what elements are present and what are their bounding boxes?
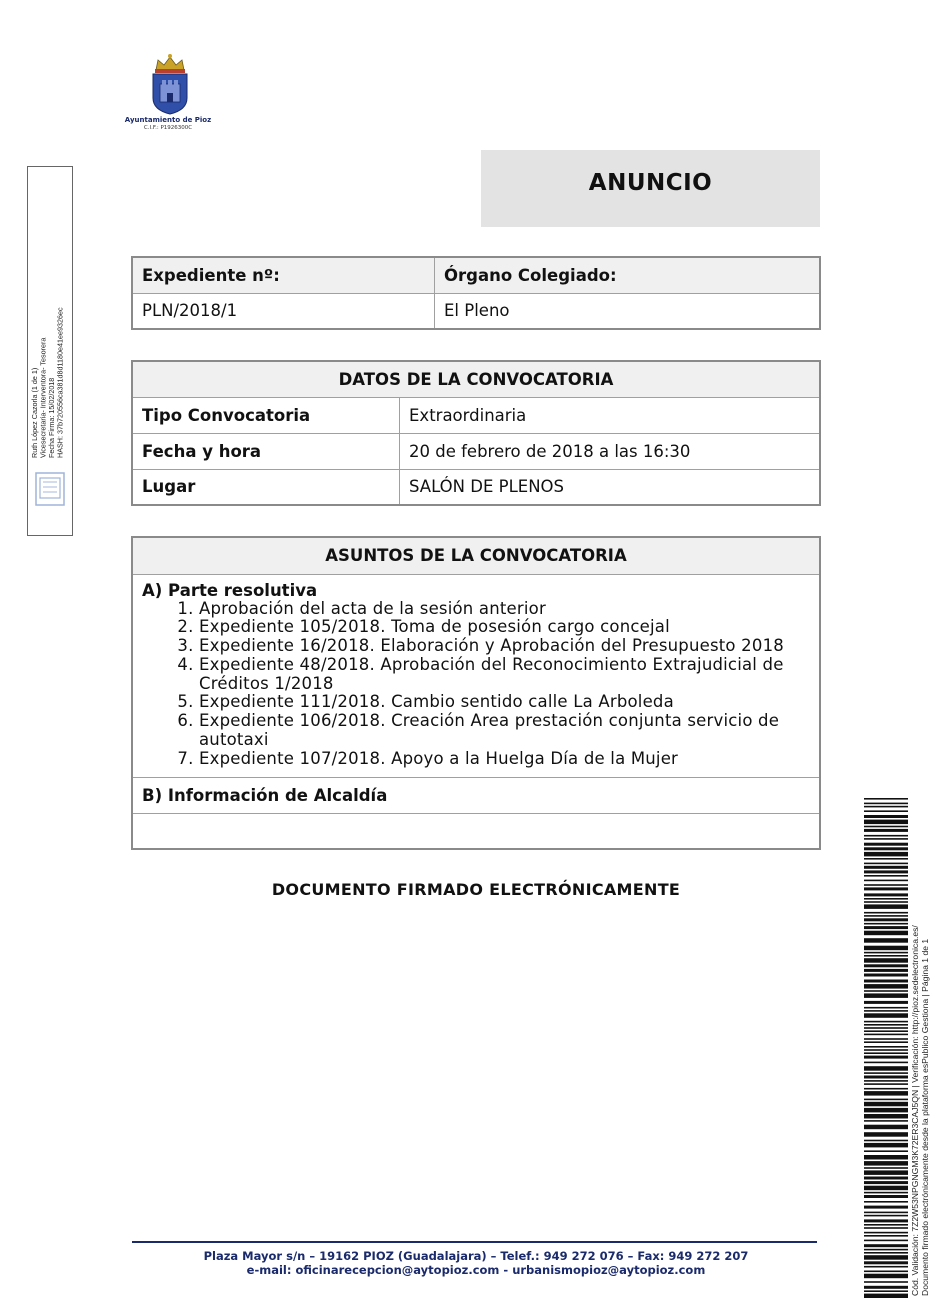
barcode-bar xyxy=(864,1083,908,1085)
barcode-bar xyxy=(864,1143,908,1148)
datos-label: Lugar xyxy=(132,469,400,505)
barcode-bar xyxy=(864,815,908,818)
barcode-bar xyxy=(864,1034,908,1036)
barcode-bar xyxy=(864,1080,908,1082)
barcode-bar xyxy=(864,926,908,929)
barcode-bar xyxy=(864,880,908,882)
barcode-bar xyxy=(864,893,908,896)
barcode-bar xyxy=(864,1010,908,1012)
barcode-bar xyxy=(864,1091,908,1096)
verification-line: Documento firmado electrónicamente desde la plataforma esPublico Gestiona | Página 1 de 1 xyxy=(920,938,930,1296)
logo-name: Ayuntamiento de Pioz xyxy=(124,116,212,124)
barcode-bar xyxy=(864,826,908,828)
barcode-bar xyxy=(864,1261,908,1264)
signature-text xyxy=(30,168,70,460)
barcode-bar xyxy=(864,806,908,808)
barcode-bar xyxy=(864,820,908,825)
barcode-bar xyxy=(864,1066,908,1071)
barcode-bar xyxy=(864,912,908,914)
signature-line: HASH: 37b720556ca381d8d1180e41ee9326ec xyxy=(55,307,65,458)
footer-email: e-mail: oficinarecepcion@aytopioz.com - urbanismopioz@aytopioz.com xyxy=(246,1263,706,1277)
barcode-bar xyxy=(864,1224,908,1226)
barcode-bar xyxy=(864,863,908,865)
barcode-bar xyxy=(864,898,908,900)
section-a-title: A) Parte resolutiva xyxy=(142,580,318,600)
barcode-bar xyxy=(864,1150,908,1152)
barcode-bar xyxy=(864,1072,908,1074)
barcode-bar xyxy=(864,1024,908,1026)
expediente-value: PLN/2018/1 xyxy=(132,293,435,329)
barcode-bar xyxy=(864,1201,908,1203)
barcode-bar xyxy=(864,923,908,925)
barcode-bar xyxy=(864,931,908,936)
barcode-bar xyxy=(864,1240,908,1242)
barcode-bar xyxy=(864,875,908,877)
barcode-bar xyxy=(864,1249,908,1251)
barcode-bar xyxy=(864,798,908,800)
barcode-bar xyxy=(864,1195,908,1198)
signed-note: DOCUMENTO FIRMADO ELECTRÓNICAMENTE xyxy=(271,880,681,899)
organo-value: El Pleno xyxy=(435,293,821,329)
verification-text xyxy=(908,880,933,1300)
barcode-bar xyxy=(864,843,908,846)
barcode-bar xyxy=(864,955,908,957)
barcode-bar xyxy=(864,1271,908,1273)
list-item: 7. Expediente 107/2018. Apoyo a la Huelga Día de la Mujer xyxy=(199,750,810,769)
barcode-bar xyxy=(864,1290,908,1292)
barcode-bar xyxy=(864,1161,908,1166)
barcode-bar xyxy=(864,993,908,998)
barcode-bar xyxy=(864,946,908,951)
empty-row xyxy=(132,813,820,849)
barcode-bar xyxy=(864,1232,908,1234)
signature-line: Vicesecretaria- Interventora- Tesorera xyxy=(38,337,48,458)
barcode-bar xyxy=(864,1244,908,1247)
barcode-bar xyxy=(864,1021,908,1023)
barcode-bar xyxy=(864,1235,908,1237)
barcode-bar xyxy=(864,969,908,972)
barcode-bar xyxy=(864,1108,908,1113)
section-b-title: B) Información de Alcaldía xyxy=(132,777,820,813)
asuntos-list xyxy=(142,600,810,769)
list-item: 3. Expediente 16/2018. Elaboración y Aprobación del Presupuesto 2018 xyxy=(199,637,810,656)
barcode-bar xyxy=(864,1125,908,1130)
verification-line: Cód. Validación: 7Z2W53NPGNGM3K72ER3CAJ5QN | Verificación: http://pioz.sedelectronica.es/ xyxy=(910,925,920,1296)
list-item: 4. Expediente 48/2018. Aprobación del Reconocimiento Extrajudicial de Créditos 1/2018 xyxy=(199,656,810,694)
barcode-bar xyxy=(864,1052,908,1054)
barcode-bar xyxy=(864,1206,908,1209)
barcode-bar xyxy=(864,901,908,903)
barcode-bar xyxy=(864,938,908,943)
list-item: 6. Expediente 106/2018. Creación Area prestación conjunta servicio de autotaxi xyxy=(199,712,810,750)
barcode-bar xyxy=(864,904,908,909)
expediente-table xyxy=(131,256,821,330)
signature-line: Ruth López Cazorla (1 de 1) xyxy=(30,367,39,458)
barcode-bar xyxy=(864,1286,908,1289)
barcode-bar xyxy=(864,1041,908,1043)
datos-label: Fecha y hora xyxy=(132,433,400,469)
barcode-bar xyxy=(864,1212,908,1214)
barcode-bar xyxy=(864,1192,908,1194)
barcode-bar xyxy=(864,1049,908,1051)
barcode-bar xyxy=(864,884,908,886)
asuntos-title: ASUNTOS DE LA CONVOCATORIA xyxy=(132,537,820,574)
barcode-bar xyxy=(864,1007,908,1009)
barcode-bar xyxy=(864,1215,908,1217)
barcode-bar xyxy=(864,958,908,963)
barcode-bar xyxy=(864,1155,908,1160)
coat-of-arms-logo xyxy=(140,50,200,120)
expediente-label: Expediente nº: xyxy=(132,257,435,293)
barcode-bar xyxy=(864,887,908,890)
datos-value: 20 de febrero de 2018 a las 16:30 xyxy=(400,433,821,469)
list-item: 2. Expediente 105/2018. Toma de posesión cargo concejal xyxy=(199,618,810,637)
barcode-bar xyxy=(864,1001,908,1004)
barcode-bar xyxy=(864,847,908,850)
barcode-bar xyxy=(864,1252,908,1254)
footer-address: Plaza Mayor s/n – 19162 PIOZ (Guadalajara) – Telef.: 949 272 076 – Fax: 949 272 207 xyxy=(203,1249,749,1263)
barcode-bar xyxy=(864,1167,908,1169)
barcode-bar xyxy=(864,1030,908,1032)
barcode-bar xyxy=(864,1038,908,1040)
barcode-bar xyxy=(864,1027,908,1029)
barcode-bar xyxy=(864,980,908,983)
barcode-bar xyxy=(864,1177,908,1180)
barcode-bar xyxy=(864,870,908,873)
barcode-bar xyxy=(864,829,908,832)
asuntos-table xyxy=(131,536,821,850)
list-item: 1. Aprobación del acta de la sesión anterior xyxy=(199,600,810,619)
barcode-bar xyxy=(864,918,908,921)
barcode-bar xyxy=(864,1266,908,1268)
barcode-bar xyxy=(864,1099,908,1101)
barcode-bar xyxy=(864,1088,908,1090)
datos-value: Extraordinaria xyxy=(400,397,821,433)
barcode-bar xyxy=(864,1076,908,1079)
asuntos-section-a xyxy=(132,574,820,777)
barcode-bar xyxy=(864,1294,908,1298)
barcode-bar xyxy=(864,1274,908,1279)
barcode-bar xyxy=(864,1219,908,1222)
barcode-bar xyxy=(864,952,908,954)
barcode-bar xyxy=(864,1132,908,1137)
barcode-bar xyxy=(864,984,908,989)
barcode-icon xyxy=(864,798,908,1298)
barcode-bar xyxy=(864,1281,908,1283)
barcode-bar xyxy=(864,1181,908,1184)
datos-title: DATOS DE LA CONVOCATORIA xyxy=(132,361,820,397)
barcode-bar xyxy=(864,1227,908,1229)
barcode-bar xyxy=(864,1140,908,1142)
signature-line: Fecha Firma: 15/02/2018 xyxy=(47,377,56,458)
barcode-bar xyxy=(864,810,908,812)
barcode-bar xyxy=(864,1170,908,1175)
datos-value: SALÓN DE PLENOS xyxy=(400,469,821,505)
barcode-bar xyxy=(864,1056,908,1059)
barcode-bar xyxy=(864,1114,908,1119)
barcode-bar xyxy=(864,1255,908,1260)
barcode-bar xyxy=(864,915,908,917)
barcode-bar xyxy=(864,1013,908,1018)
barcode-bar xyxy=(864,1186,908,1191)
barcode-bar xyxy=(864,964,908,967)
barcode-bar xyxy=(864,990,908,992)
barcode-bar xyxy=(864,838,908,840)
barcode-bar xyxy=(864,1120,908,1122)
barcode-bar xyxy=(864,835,908,837)
footer-divider xyxy=(132,1241,817,1243)
barcode-bar xyxy=(864,1062,908,1064)
datos-table xyxy=(131,360,821,506)
barcode-bar xyxy=(864,866,908,869)
seal-icon xyxy=(35,472,65,506)
barcode-bar xyxy=(864,1046,908,1048)
barcode-bar xyxy=(864,803,908,805)
barcode-bar xyxy=(864,858,908,860)
page-title: ANUNCIO xyxy=(588,170,713,196)
barcode-bar xyxy=(864,1102,908,1107)
logo-cif: C.I.F.: P1926300C xyxy=(143,125,193,131)
barcode-bar xyxy=(864,852,908,857)
list-item: 5. Expediente 111/2018. Cambio sentido calle La Arboleda xyxy=(199,693,810,712)
barcode-bar xyxy=(864,974,908,977)
organo-label: Órgano Colegiado: xyxy=(435,257,821,293)
datos-label: Tipo Convocatoria xyxy=(132,397,400,433)
